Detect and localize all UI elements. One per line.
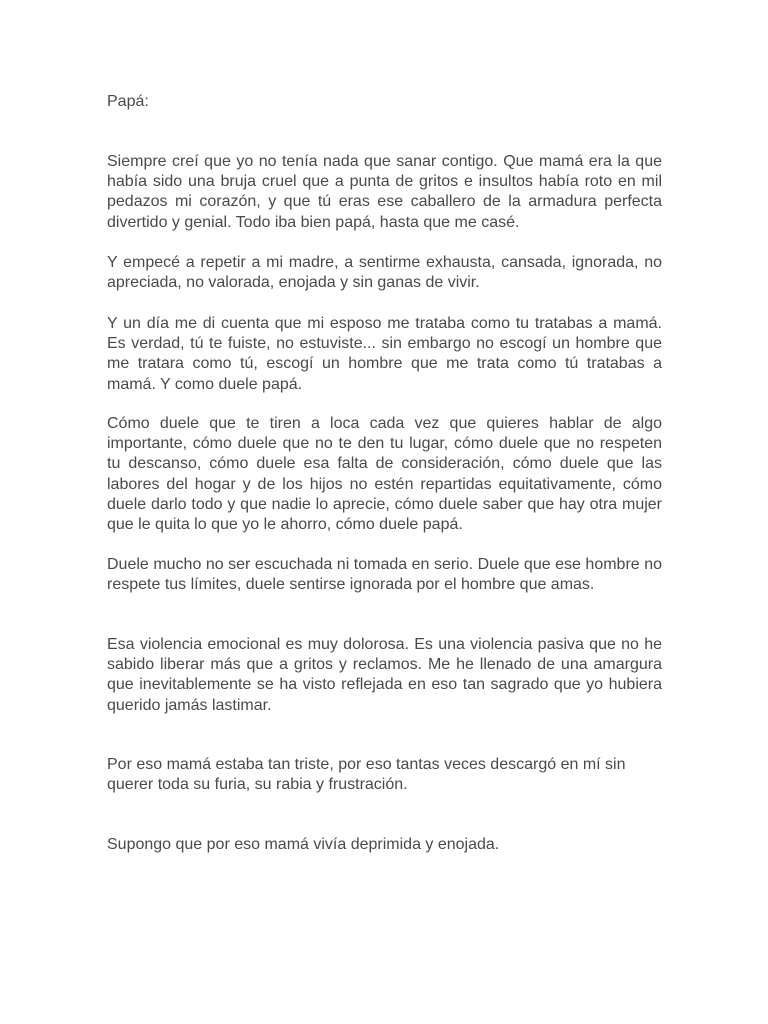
letter-paragraph: Por eso mamá estaba tan triste, por eso tantas veces descargó en mí sin querer toda su furia, su rabia y frustración. (107, 756, 626, 794)
letter-paragraph: Esa violencia emocional es muy dolorosa. Es una violencia pasiva que no he sabido liberar más que a gritos y reclamos. Me he llenado de una amargura que inevitablemente se ha visto reflejada en eso tan sagrado que yo hubiera querido jamás lastimar. (107, 636, 662, 714)
letter-paragraph: Y empecé a repetir a mi madre, a sentirme exhausta, cansada, ignorada, no apreciada, no valorada, enojada y sin ganas de vivir. (107, 254, 662, 292)
letter-paragraph: Duele mucho no ser escuchada ni tomada en serio. Duele que ese hombre no respete tus límites, duele sentirse ignorada por el hombre que amas. (107, 556, 662, 594)
letter-paragraph: Cómo duele que te tiren a loca cada vez que quieres hablar de algo importante, cómo duele que no te den tu lugar, cómo duele que no respeten tu descanso, cómo duele esa falta de consideración, cómo duele que las labores del hogar y de los hijos no estén repartidas equitativamente, cómo duele darlo todo y que nadie lo aprecie, cómo duele saber que hay otra mujer que le quita lo que yo le ahorro, cómo duele papá. (107, 415, 662, 534)
letter-paragraph: Siempre creí que yo no tenía nada que sanar contigo. Que mamá era la que había sido una bruja cruel que a punta de gritos e insultos había roto en mil pedazos mi corazón, y que tú eras ese caballero de la armadura perfecta divertido y genial. Todo iba bien papá, hasta que me casé. (107, 153, 662, 231)
letter-paragraph: Y un día me di cuenta que mi esposo me trataba como tu tratabas a mamá. Es verdad, tú te fuiste, no estuviste... sin embargo no escogí un hombre que me tratara como tú, escogí un hombre que me trata como tú tratabas a mamá. Y como duele papá. (107, 315, 662, 393)
letter-salutation: Papá: (107, 93, 149, 110)
document-page (107, 0, 662, 1024)
letter-paragraph: Supongo que por eso mamá vivía deprimida y enojada. (107, 836, 500, 853)
